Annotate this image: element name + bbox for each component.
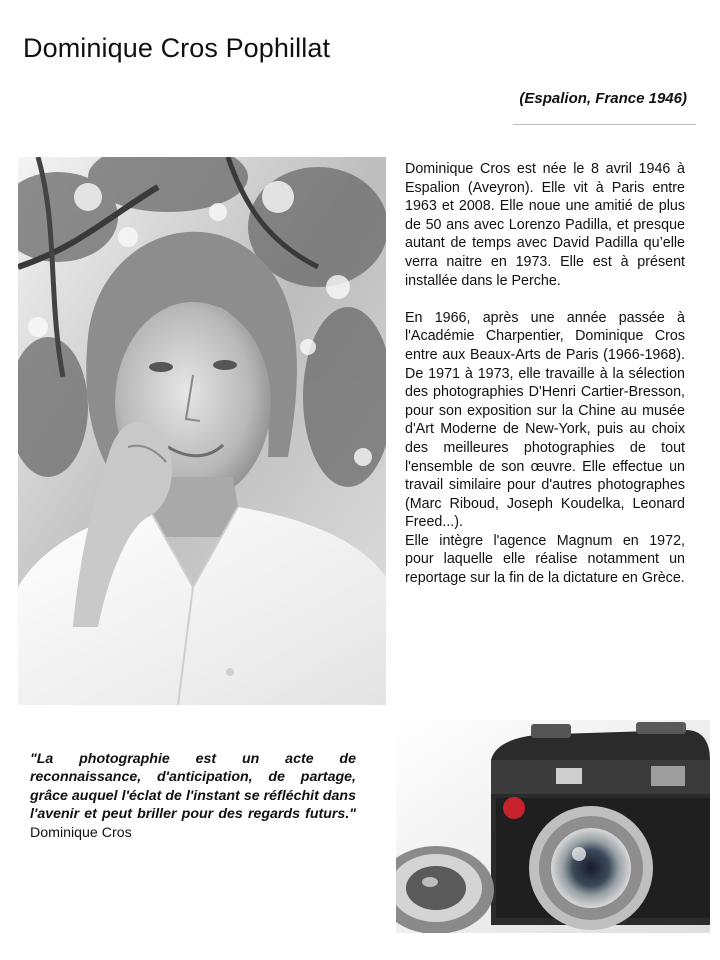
camera-photo: [396, 720, 710, 933]
page-title: Dominique Cros Pophillat: [23, 33, 331, 63]
bio-paragraph-3: Elle intègre l'agence Magnum en 1972, pour laquelle elle réalise notamment un reportage sur la fin de la dictature en Grèce.: [405, 532, 685, 587]
portrait-icon: [18, 157, 386, 705]
portrait-photo: [18, 157, 386, 705]
bio-paragraph-1: Dominique Cros est née le 8 avril 1946 à Espalion (Aveyron). Elle vit à Paris entre 1963 et 2008. Elle noue une amitié de plus de 50 ans avec Lorenzo Padilla, et presque autant de temps avec David Padilla qu’elle verra naitre en 1973. Elle est à présent installée dans le Perche.: [405, 161, 685, 289]
bio-paragraph-2: En 1966, après une année passée à l'Académie Charpentier, Dominique Cros entre aux Beaux-Arts de Paris (1966-1968). De 1971 à 1973, elle travaille à la sélection des photographies D'Henri Cartier-Bresson, pour son exposition sur la Chine au musée d'Art Moderne de New-York, puis au choix des meilleures photographies de tout l'ensemble de son œuvre. Elle effectue un travail similaire pour d'autres photographes (Marc Riboud, Joseph Koudelka, Leonard Freed...).: [405, 309, 685, 531]
quote-block: [30, 750, 356, 842]
page-subtitle: (Espalion, France 1946): [519, 90, 687, 107]
quote-text: "La photographie est un acte de reconnaissance, d'anticipation, de partage, grâce auquel l'éclat de l'instant se réfléchit dans l'avenir et peut briller pour des regards futurs.": [30, 751, 356, 823]
camera-icon: [396, 720, 710, 933]
biography: [405, 160, 685, 588]
quote-author: Dominique Cros: [30, 824, 132, 841]
subtitle-divider: [513, 124, 696, 125]
